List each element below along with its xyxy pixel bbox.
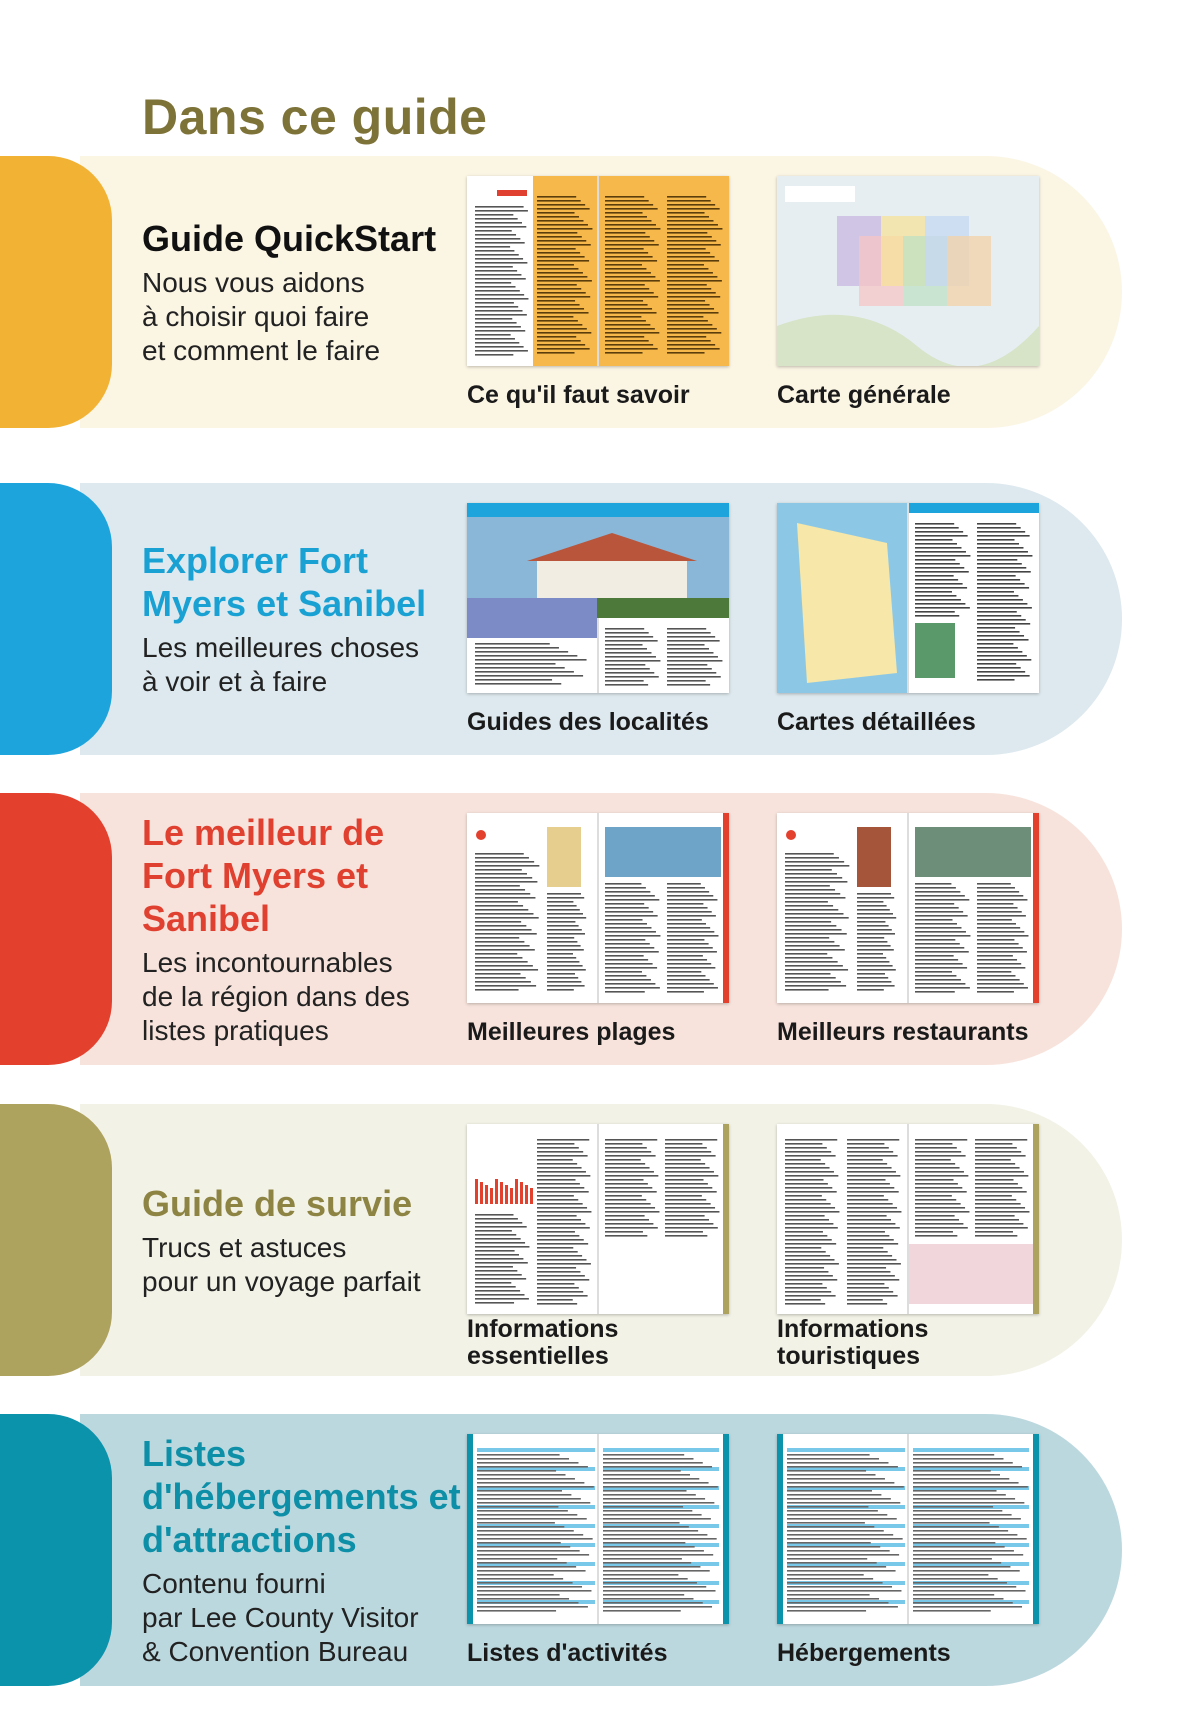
- section-description: Les incontournables de la région dans des listes pratiques: [142, 946, 410, 1046]
- section-explorer: [0, 483, 1122, 755]
- section-heading: Guide QuickStart: [142, 217, 437, 259]
- thumbnail-graphic: [467, 503, 729, 693]
- section-heading: Guide de survie: [142, 1182, 413, 1224]
- thumb-caption: Informations touristiques: [777, 1315, 929, 1370]
- thumb-caption: Meilleures plages: [467, 1018, 676, 1046]
- section-description: Nous vous aidons à choisir quoi faire et comment le faire: [142, 266, 381, 366]
- section-description: Trucs et astuces pour un voyage parfait: [142, 1231, 421, 1297]
- section-tab: [0, 483, 112, 755]
- thumb-caption: Carte générale: [777, 381, 951, 409]
- section-tab: [0, 793, 112, 1065]
- map-page-icon: [777, 503, 1039, 693]
- section-heading: Listes d'hébergements et d'attractions: [142, 1432, 461, 1560]
- thumb-caption: Listes d'activités: [467, 1639, 668, 1667]
- thumb-caption: Informations essentielles: [467, 1315, 619, 1370]
- section-description: Les meilleures choses à voir et à faire: [142, 632, 420, 697]
- list-page-icon: [467, 813, 729, 1003]
- thumbnail-graphic: [777, 813, 1039, 1003]
- thumb-caption: Ce qu'il faut savoir: [467, 381, 690, 409]
- listing-page-icon: [467, 1434, 729, 1624]
- section-survival: [0, 1104, 1122, 1376]
- page-spread-icon: [467, 176, 729, 366]
- map-icon: [777, 176, 1039, 366]
- thumbnail-graphic: [467, 176, 729, 366]
- thumbnail-graphic: [467, 1434, 729, 1624]
- section-quickstart: [0, 156, 1122, 428]
- text-page-icon: [777, 1124, 1039, 1314]
- section-heading: Le meilleur de Fort Myers et Sanibel: [142, 811, 385, 939]
- list-page-icon: [777, 813, 1039, 1003]
- section-heading: Explorer Fort Myers et Sanibel: [142, 540, 427, 624]
- thumbnail-graphic: [777, 1124, 1039, 1314]
- thumbnail-graphic: [467, 813, 729, 1003]
- section-best-of: [0, 793, 1122, 1065]
- section-tab: [0, 156, 112, 428]
- section-description: Contenu fourni par Lee County Visitor & Convention Bureau: [142, 1567, 419, 1667]
- thumbnail-graphic: [777, 1434, 1039, 1624]
- section-tab: [0, 1104, 112, 1376]
- text-page-icon: [467, 1124, 729, 1314]
- thumbnail-graphic: [777, 176, 1039, 366]
- thumb-caption: Cartes détaillées: [777, 708, 976, 736]
- thumb-caption: Hébergements: [777, 1639, 951, 1667]
- thumbnail-graphic: [777, 503, 1039, 693]
- thumbnail-graphic: [467, 1124, 729, 1314]
- page-title: Dans ce guide: [142, 89, 488, 145]
- section-listings: [0, 1414, 1122, 1686]
- listing-page-icon: [777, 1434, 1039, 1624]
- photo-page-icon: [467, 503, 729, 693]
- thumb-caption: Guides des localités: [467, 708, 709, 736]
- section-tab: [0, 1414, 112, 1686]
- thumb-caption: Meilleurs restaurants: [777, 1018, 1029, 1046]
